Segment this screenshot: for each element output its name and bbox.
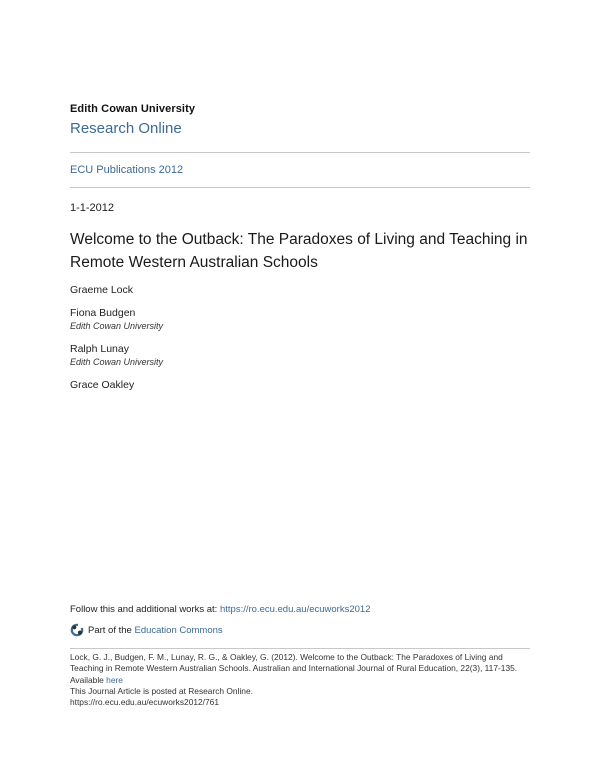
follow-text: Follow this and additional works at: <box>70 604 220 615</box>
posted-note: This Journal Article is posted at Research Online. <box>70 685 253 696</box>
series-link[interactable]: ECU Publications 2012 <box>70 164 184 176</box>
author-name: Graeme Lock <box>70 284 134 296</box>
citation-text: Lock, G. J., Budgen, F. M., Lunay, R. G., & Oakley, G. (2012). Welcome to the Outback: The Paradoxes of Living and Teaching in Remote Western Australian Schools. Australian and International Journal of Rural Education, 22(3), 117-135. Available <box>70 652 518 685</box>
divider <box>70 187 530 188</box>
citation-block <box>70 652 530 708</box>
divider <box>70 152 530 153</box>
author-name: Fiona Budgen <box>70 307 136 319</box>
author-affiliation: Edith Cowan University <box>70 321 164 331</box>
commons-network-icon <box>70 623 84 637</box>
author-affiliation: Edith Cowan University <box>70 357 164 367</box>
publication-date: 1-1-2012 <box>70 202 115 214</box>
part-of-text: Part of the <box>88 624 132 636</box>
available-here-link[interactable]: here <box>106 674 123 685</box>
divider <box>70 648 530 649</box>
institution-name: Edith Cowan University <box>70 103 196 115</box>
repository-link[interactable]: Research Online <box>70 120 182 137</box>
education-commons-link[interactable]: Education Commons <box>134 624 223 636</box>
author-name: Ralph Lunay <box>70 343 129 355</box>
citation-text-line <box>70 652 530 686</box>
part-of-line <box>70 623 223 637</box>
item-url[interactable]: https://ro.ecu.edu.au/ecuworks2012/761 <box>70 697 219 708</box>
author-name: Grace Oakley <box>70 379 135 391</box>
article-title: Welcome to the Outback: The Paradoxes of Living and Teaching in Remote Western Australian Schools <box>70 231 528 271</box>
collection-link[interactable]: https://ro.ecu.edu.au/ecuworks2012 <box>219 604 371 615</box>
follow-line <box>70 604 370 615</box>
